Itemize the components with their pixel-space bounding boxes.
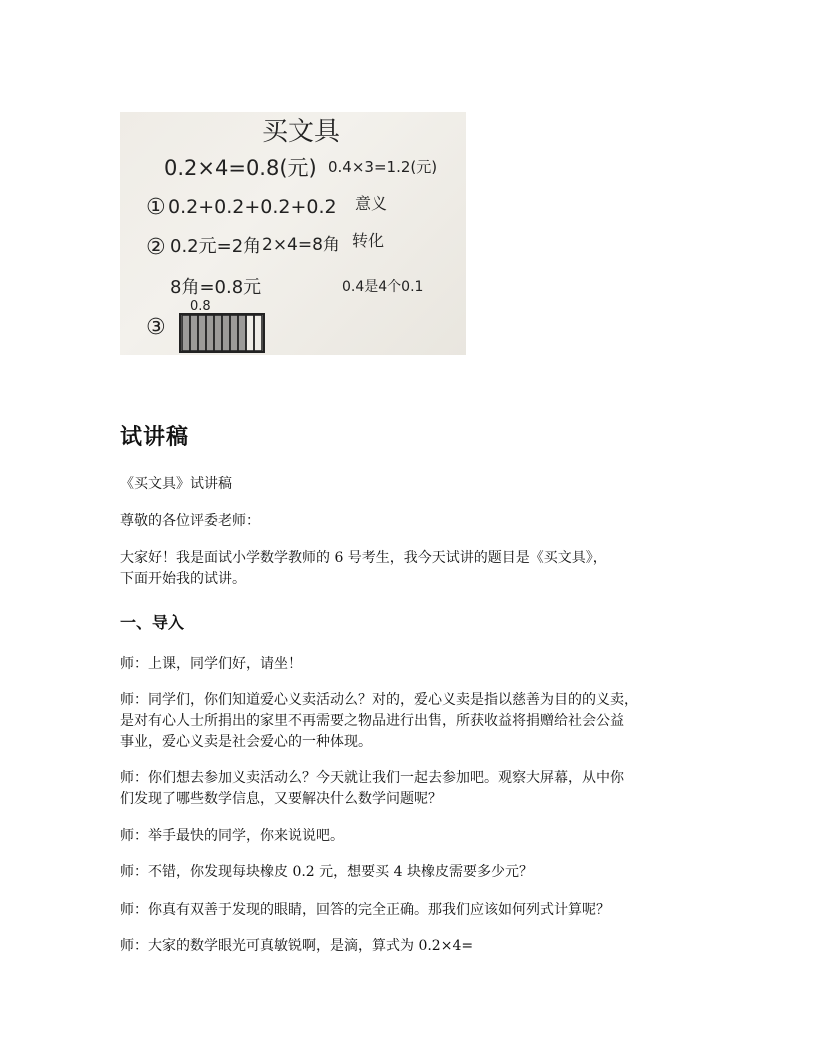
page-title: 试讲稿 [120, 425, 190, 450]
script-title: 《买文具》试讲稿 [120, 476, 232, 492]
bar-cell-empty [254, 315, 262, 351]
photo-method2-c: 8角=0.8元 [170, 277, 262, 298]
photo-title: 买文具 [262, 117, 341, 147]
photo-line1-right: 0.4×3=1.2(元) [328, 158, 438, 176]
handwritten-notes-drawing [120, 112, 466, 355]
charity-line-1: 师：同学们，你们知道爱心义卖活动么？对的，爱心义卖是指以慈善为目的的义卖， [120, 692, 638, 708]
teacher-line-greeting: 师：上课，同学们好，请坐！ [120, 656, 302, 672]
bar-cell-shaded [190, 315, 198, 351]
greeting: 尊敬的各位评委老师： [120, 513, 260, 529]
bar-cell-empty [246, 315, 254, 351]
photo-note-right: 0.4是4个0.1 [342, 279, 424, 295]
teacher-line-eraser: 师：不错，你发现每块橡皮 0.2 元，想要买 4 块橡皮需要多少元？ [120, 864, 533, 880]
intro-paragraph [120, 548, 705, 590]
photo-method2-a: 0.2元=2角 [170, 236, 262, 257]
teacher-line-charity [120, 690, 705, 753]
bar-cell-shaded [182, 315, 190, 351]
bar-cell-shaded [206, 315, 214, 351]
bar-cell-shaded [222, 315, 230, 351]
charity-line-2: 是对有心人士所捐出的家里不再需要之物品进行出售，所获收益将捐赠给社会公益 [120, 713, 624, 729]
handwritten-notes-photo [120, 112, 466, 355]
section-heading-intro: 一、导入 [120, 613, 185, 632]
photo-method3-mark: ③ [146, 315, 166, 340]
observe-line-2: 们发现了哪些数学信息，又要解决什么数学问题呢？ [120, 791, 442, 807]
photo-method1-note: 意义 [355, 194, 388, 213]
bar-cell-shaded [198, 315, 206, 351]
intro-line-1: 大家好！我是面试小学数学教师的 6 号考生，我今天试讲的题目是《买文具》， [120, 550, 607, 566]
photo-method1-mark: ① [146, 195, 166, 220]
photo-bar-label: 0.8 [190, 299, 211, 314]
photo-method1: 0.2+0.2+0.2+0.2 [168, 196, 337, 218]
fraction-bar-model [180, 314, 264, 352]
photo-method2-note: 转化 [352, 231, 385, 250]
teacher-line-ask: 师：举手最快的同学，你来说说吧。 [120, 828, 344, 844]
intro-line-2: 下面开始我的试讲。 [120, 571, 246, 587]
teacher-line-observe [120, 768, 705, 810]
bar-cell-shaded [238, 315, 246, 351]
photo-method2-mark: ② [146, 235, 166, 260]
photo-method2-b: 2×4=8角 [262, 235, 340, 255]
observe-line-1: 师：你们想去参加义卖活动么？今天就让我们一起去参加吧。观察大屏幕，从中你 [120, 770, 624, 786]
photo-line1-left: 0.2×4=0.8(元) [164, 156, 317, 180]
bar-cell-shaded [230, 315, 238, 351]
charity-line-3: 事业，爱心义卖是社会爱心的一种体现。 [120, 734, 372, 750]
bar-cell-shaded [214, 315, 222, 351]
teacher-line-formula: 师：大家的数学眼光可真敏锐啊，是滴，算式为 0.2×4= [120, 938, 474, 954]
teacher-line-praise: 师：你真有双善于发现的眼睛，回答的完全正确。那我们应该如何列式计算呢？ [120, 902, 610, 918]
